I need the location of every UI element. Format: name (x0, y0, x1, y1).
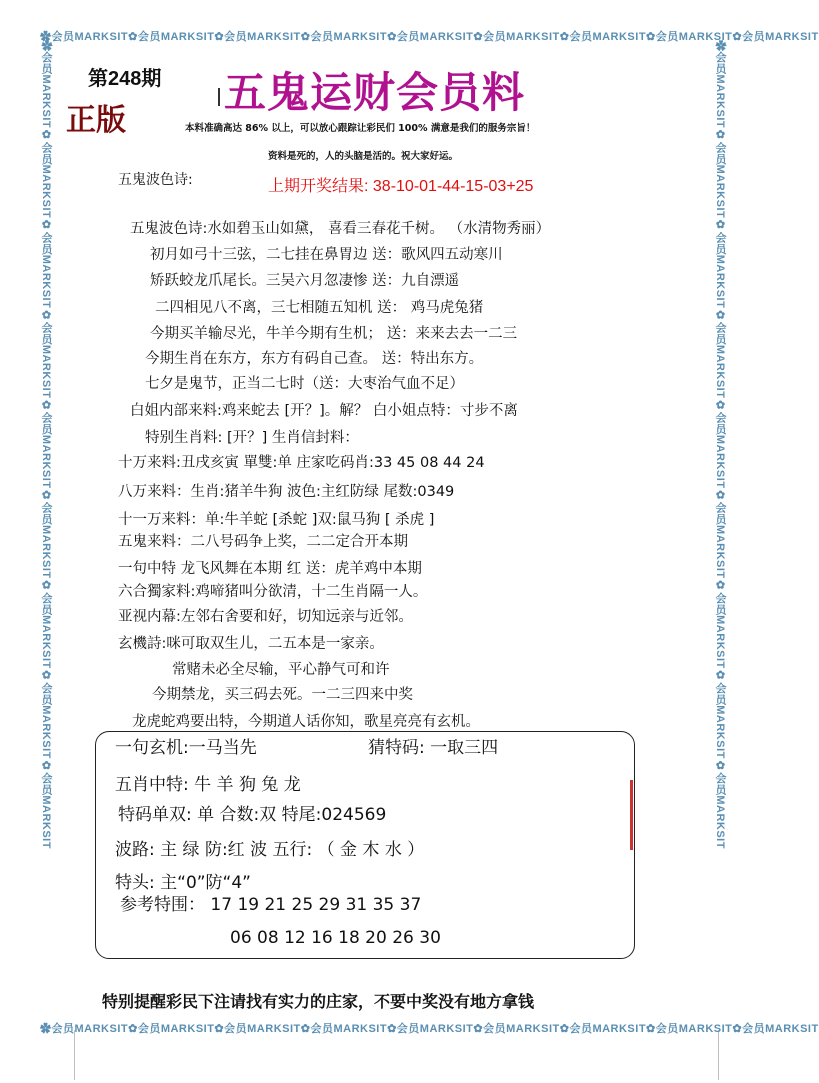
text-line: 特别生肖料: [开？] 生肖信封料： (145, 430, 359, 446)
box-line-mysterious: 一句玄机:一马当先 (115, 738, 257, 758)
footer-reminder: 特别提醒彩民下注请找有实力的庄家，不要中奖没有地方拿钱 (102, 992, 535, 1011)
issue-number: 第248期 (88, 68, 162, 90)
text-line: 亚视内幕:左邻右舍要和好，切知远亲与近邻。 (118, 609, 413, 625)
text-line: 常赌未必全尽输，平心静气可和许 (172, 662, 390, 678)
title-divider (218, 88, 220, 106)
text-line: 五鬼来料：二八号码争上奖，二二定合开本期 (118, 534, 408, 550)
box-line-wave: 波路: 主 绿 防:红 波 五行: （ 金 木 水 ） (115, 840, 425, 860)
text-line: 矫跃蛟龙爪尾长。三吴六月忽凄惨 送：九自漂遥 (150, 273, 460, 289)
box-line-odd-even: 特码单双: 单 合数:双 特尾:024569 (118, 805, 387, 825)
page-right-edge (718, 1030, 719, 1080)
text-line: 玄機詩:咪可取双生儿，二五本是一家亲。 (118, 636, 384, 652)
text-line: 八万来料：生肖:猪羊牛狗 波色:主红防绿 尾数:0349 (118, 484, 455, 500)
text-line: 五鬼波色诗:水如碧玉山如黛， 喜看三春花千树。 （水清物秀丽） (130, 221, 551, 237)
text-line: 十一万来料：单:牛羊蛇 [杀蛇 ]双:鼠马狗 [ 杀虎 ] (118, 512, 435, 528)
text-line: 今期生肖在东方，东方有码自己查。 送：特出东方。 (145, 351, 484, 367)
box-line-head: 特头: 主“0”防“4” (115, 873, 251, 893)
box-line-five-zodiacs: 五肖中特: 牛 羊 狗 兔 龙 (115, 775, 301, 795)
box-line-guess: 猜特码: 一取三四 (368, 738, 499, 758)
box-line-range-2: 06 08 12 16 18 20 26 30 (230, 928, 441, 948)
text-line: 今期买羊输尽光，牛羊今期有生机； 送：来来去去一二三 (150, 326, 518, 342)
last-draw-result: 上期开奖结果: 38-10-01-44-15-03+25 (268, 178, 534, 195)
page-title: 五鬼运财会员料 (224, 68, 526, 117)
left-border-pattern: ✿会员MARKSIT✿会员MARKSIT✿会员MARKSIT✿会员MARKSIT✿会员MARKSIT✿会员MARKSIT✿会员MARKSIT✿会员MARKSIT✿会员MARKSIT (40, 40, 52, 849)
text-line: 一句中特 龙飞风舞在本期 红 送：虎羊鸡中本期 (118, 561, 422, 577)
text-line: 七夕是鬼节，正当二七时（送：大枣治气血不足） (145, 376, 464, 392)
top-border-pattern: ✿会员MARKSIT✿会员MARKSIT✿会员MARKSIT✿会员MARKSIT✿会员MARKSIT✿会员MARKSIT✿会员MARKSIT✿会员MARKSIT✿会员MARKSIT (40, 31, 819, 43)
page-left-edge (74, 1030, 75, 1080)
edition-label: 正版 (66, 103, 126, 138)
text-line: 龙虎蛇鸡要出特，今期道人话你知，歌星亮亮有玄机。 (132, 714, 480, 730)
text-line: 六合獨家料:鸡啼猪叫分欲清，十二生肖隔一人。 (118, 584, 428, 600)
right-border-pattern: ✿会员MARKSIT✿会员MARKSIT✿会员MARKSIT✿会员MARKSIT✿会员MARKSIT✿会员MARKSIT✿会员MARKSIT✿会员MARKSIT✿会员MARKSIT (714, 40, 726, 849)
text-line: 今期禁龙，买三码去死。一二三四来中奖 (152, 687, 413, 703)
bottom-border-pattern: ✿会员MARKSIT✿会员MARKSIT✿会员MARKSIT✿会员MARKSIT✿会员MARKSIT✿会员MARKSIT✿会员MARKSIT✿会员MARKSIT✿会员MARKSIT (40, 1023, 819, 1035)
slogan-luck: 资料是死的，人的头脑是活的。祝大家好运。 (268, 151, 459, 162)
text-line: 初月如弓十三弦，二七挂在鼻胃边 送：歌风四五动寒川 (150, 247, 503, 263)
text-line: 十万来料:丑戌亥寅 單雙:单 庄家吃码肖:33 45 08 44 24 (118, 455, 485, 471)
box-line-range-1: 参考特围： 17 19 21 25 29 31 35 37 (120, 895, 422, 915)
text-line: 二四相见八不离，三七相随五知机 送： 鸡马虎兔猪 (155, 300, 484, 316)
poem-heading: 五鬼波色诗: (118, 172, 193, 188)
slogan-accuracy: 本料准确高达 86% 以上，可以放心跟踪让彩民们 100% 满意是我们的服务宗旨！ (185, 123, 536, 134)
text-line: 白姐内部来料:鸡来蛇去 [开？]。解？ 白小姐点特：寸步不离 (130, 403, 518, 419)
box-red-mark (630, 780, 633, 850)
